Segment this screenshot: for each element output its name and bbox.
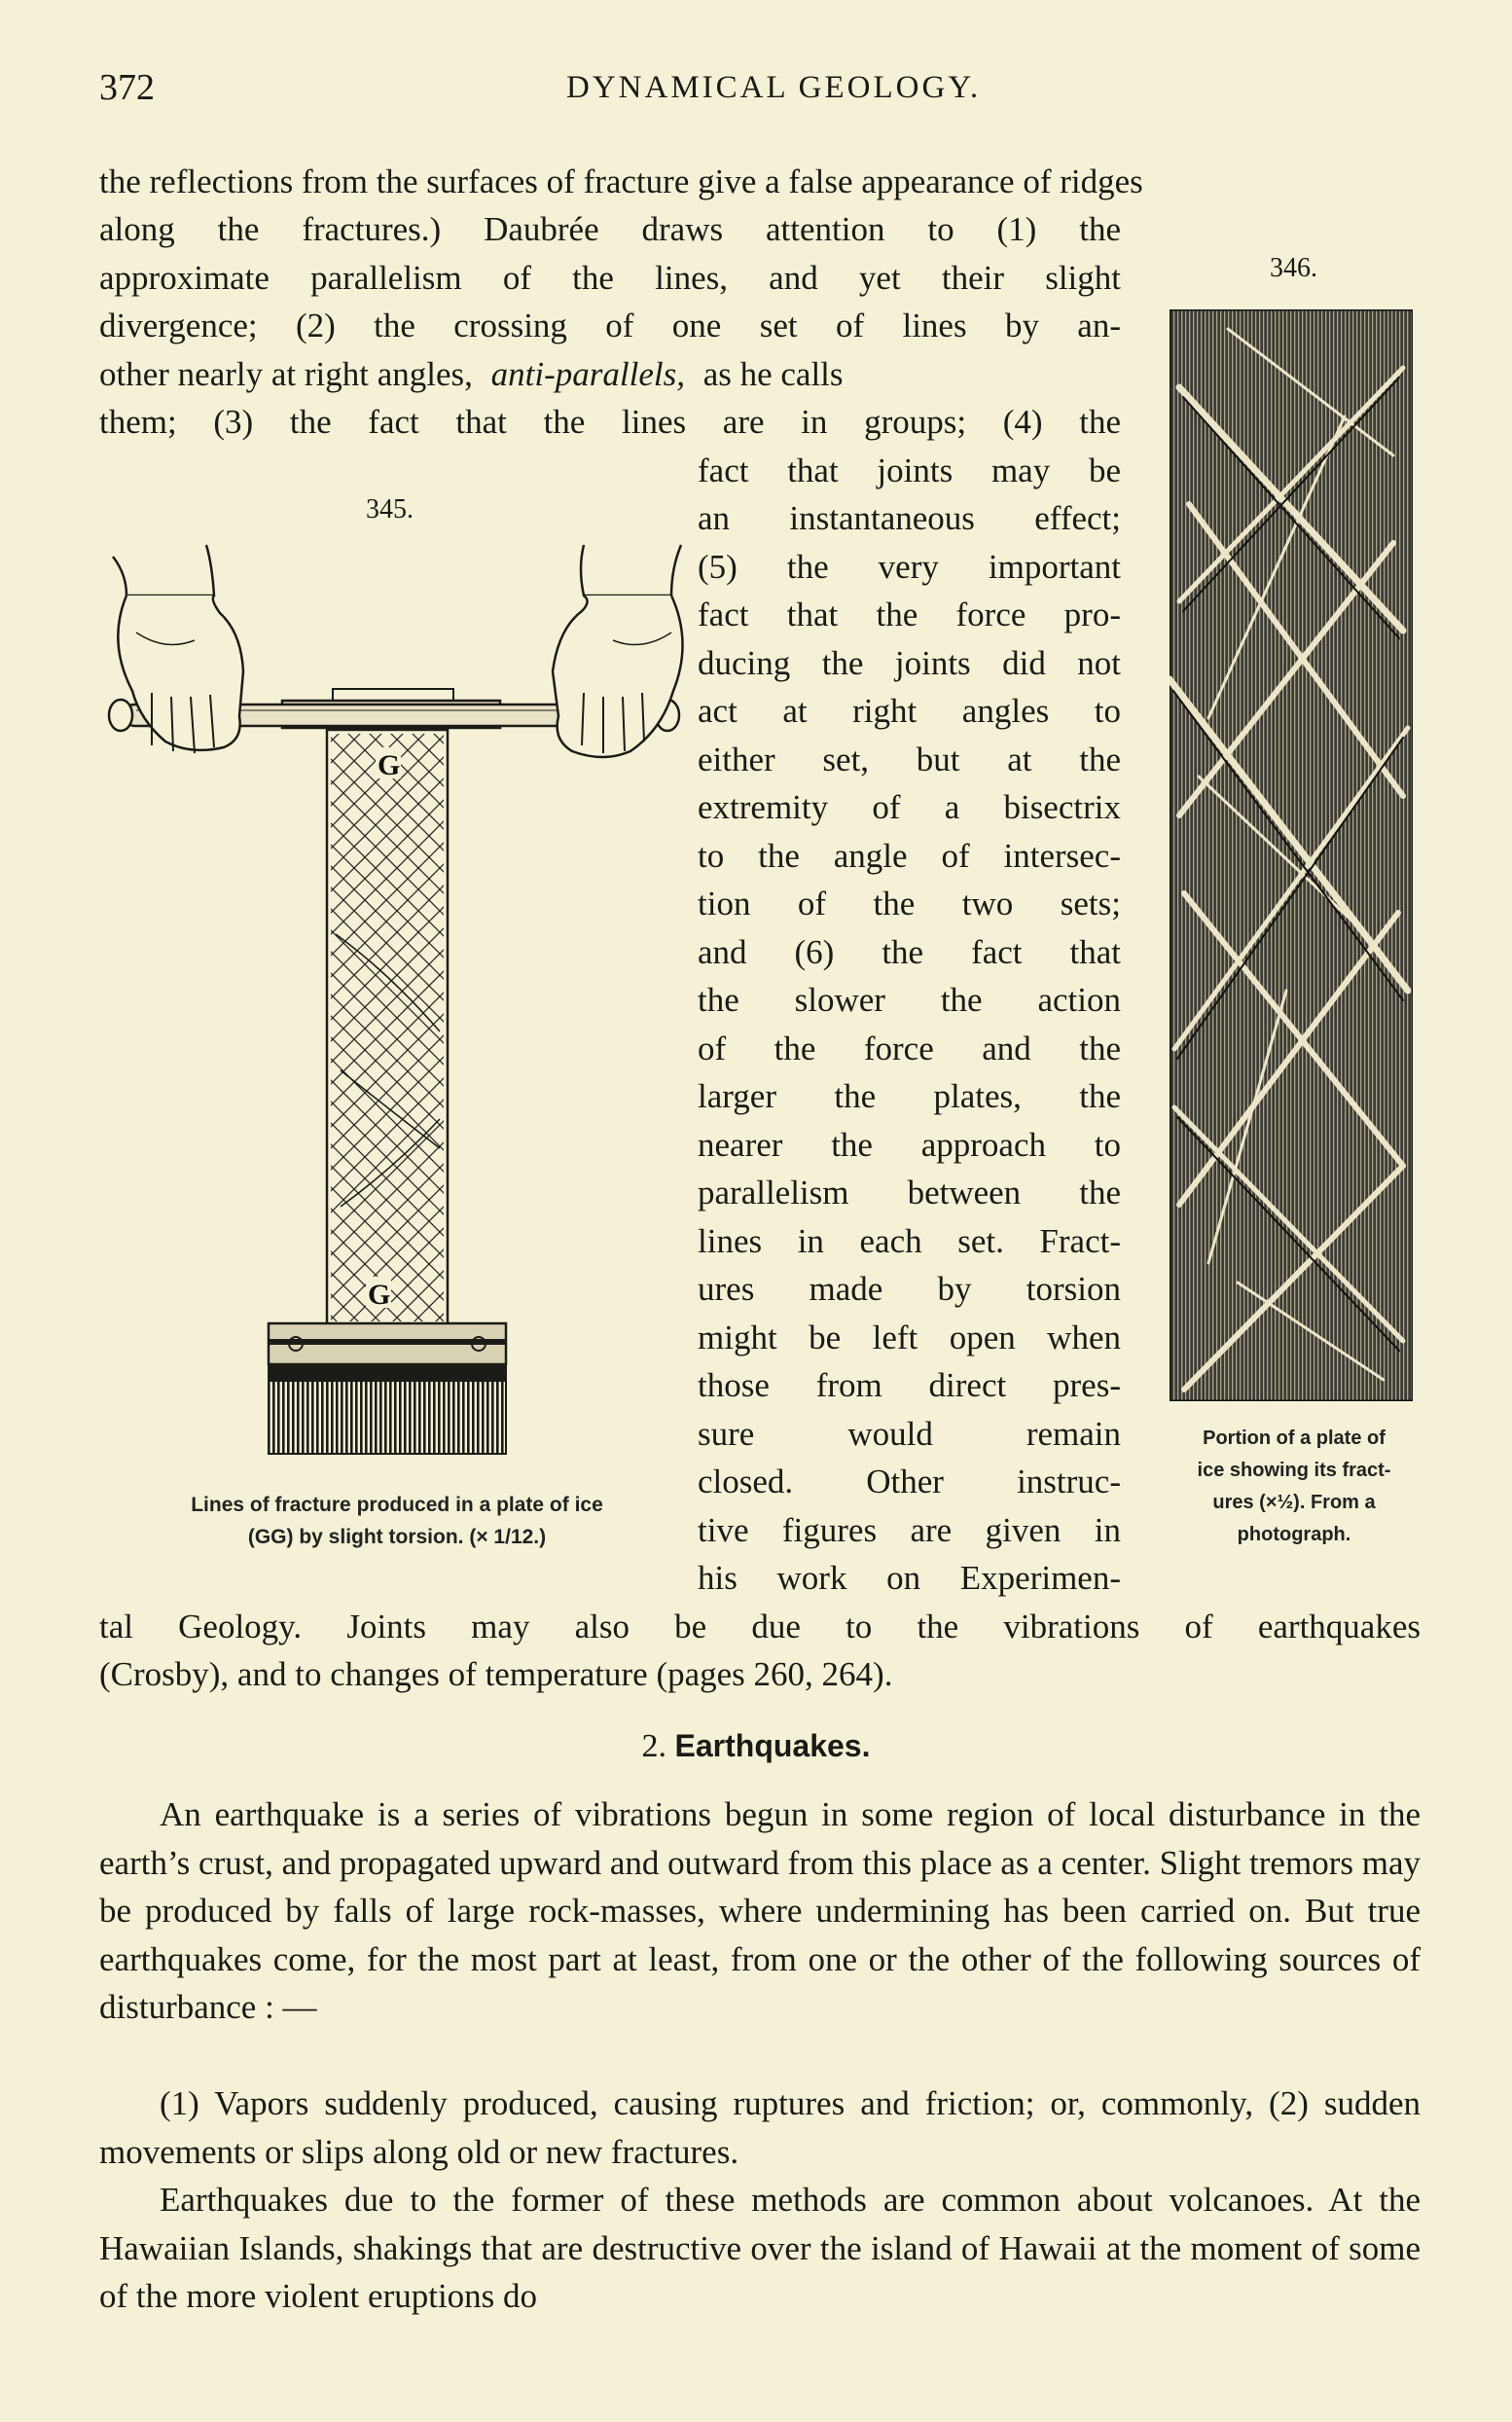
text-fragment: other nearly at right angles, (99, 355, 473, 393)
figure-number: 345. (366, 494, 414, 524)
text-line: ducing the joints did not (698, 644, 1121, 682)
text-line: the reflections from the surfaces of fracture give a false appearance of ridges (99, 163, 1143, 200)
text-line: and (6) the fact that (698, 933, 1121, 971)
caption-line: photograph. (1237, 1524, 1351, 1545)
text-line: sure would remain (698, 1415, 1121, 1453)
text-line: fact that the force pro- (698, 596, 1121, 633)
text-line: closed. Other instruc- (698, 1463, 1121, 1500)
text-line: (Crosby), and to changes of temperature (pages 260, 264). (99, 1655, 893, 1693)
plate-label: G (378, 749, 401, 781)
text-line: an instantaneous effect; (698, 499, 1121, 537)
text-line: them; (3) the fact that the lines are in groups; (4) the (99, 403, 1121, 441)
text-line: ures made by torsion (698, 1270, 1121, 1308)
text-line: the slower the action (698, 981, 1121, 1019)
text-line: those from direct pres- (698, 1366, 1121, 1404)
text-fragment: as he calls (702, 355, 844, 393)
text-line: larger the plates, the (698, 1077, 1121, 1115)
caption-line: Portion of a plate of (1203, 1428, 1386, 1449)
italic-term: anti-parallels, (490, 355, 685, 393)
figure-caption (1156, 1423, 1432, 1551)
text-line: might be left open when (698, 1319, 1121, 1356)
torsion-apparatus-illustration (97, 525, 691, 1479)
caption-line: (GG) by slight torsion. (× 1/12.) (247, 1526, 547, 1548)
text-line: extremity of a bisectrix (698, 788, 1121, 826)
text-line: along the fractures.) Daubrée draws attention to (1) the (99, 210, 1121, 248)
ice-fracture-photograph (1170, 309, 1413, 1401)
text-line: to the angle of intersec- (698, 837, 1121, 875)
running-header (99, 60, 1422, 119)
text-line: either set, but at the (698, 741, 1121, 778)
caption-line: ures (×½). From a (1212, 1492, 1376, 1513)
text-line: tal Geology. Joints may also be due to the vibrations of earthquakes (99, 1608, 1421, 1645)
section-title: Earthquakes. (674, 1728, 871, 1763)
text-line: parallelism between the (698, 1174, 1121, 1211)
text-line: act at right angles to (698, 692, 1121, 730)
section-heading (0, 1728, 1512, 1765)
plate-label: G (368, 1279, 391, 1311)
text-line: lines in each set. Fract- (698, 1222, 1121, 1260)
text-line: approximate parallelism of the lines, and yet their slight (99, 259, 1121, 297)
figure-caption (115, 1489, 679, 1553)
running-title: DYNAMICAL GEOLOGY. (566, 70, 982, 105)
text-line: tive figures are given in (698, 1511, 1121, 1549)
text-line: tion of the two sets; (698, 885, 1121, 922)
paragraph: An earthquake is a series of vibrations begun in some region of local disturbance in the earth’s crust, and propagated upward and outward from this place as a center. Slight tremors may be produced by falls of large rock-masses, where undermining has been carried on. But true earthquakes come, for the most part at least, from one or the other of the following sources of disturbance : — (99, 1795, 1421, 2026)
text-line (99, 350, 1121, 399)
caption-line: ice showing its fract- (1197, 1460, 1391, 1481)
text-line: of the force and the (698, 1030, 1121, 1067)
paragraph: Earthquakes due to the former of these methods are common about volcanoes. At the Hawaiian Islands, shakings that are destructive over the island of Hawaii at the moment of some of the more violent eruptions do (99, 2181, 1421, 2315)
text-line: divergence; (2) the crossing of one set of lines by an- (99, 307, 1121, 344)
caption-line: Lines of fracture produced in a plate of ice (191, 1494, 603, 1516)
page-number: 372 (99, 67, 155, 108)
text-line: (5) the very important (698, 548, 1121, 586)
text-line: his work on Experimen- (698, 1559, 1121, 1597)
text-line: fact that joints may be (698, 452, 1121, 489)
section-number: 2. (641, 1728, 667, 1764)
figure-number: 346. (1270, 253, 1317, 283)
text-line: nearer the approach to (698, 1126, 1121, 1164)
paragraph: (1) Vapors suddenly produced, causing ruptures and friction; or, commonly, (2) sudden movements or slips along old or new fractures. (99, 2084, 1421, 2171)
